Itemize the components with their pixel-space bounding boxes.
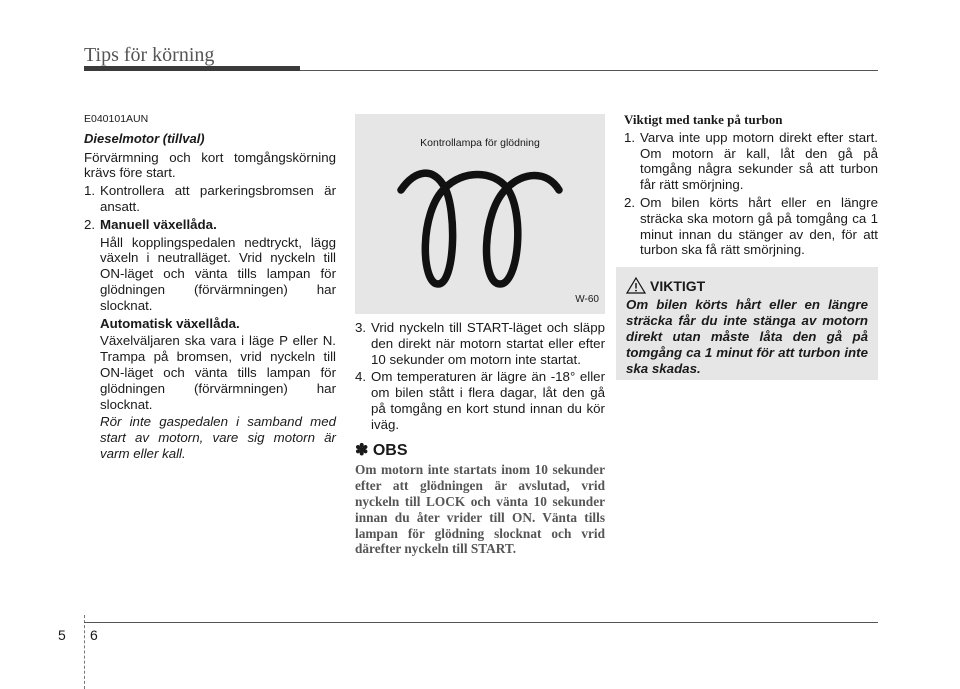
obs-star-icon: ✽: [355, 441, 369, 459]
footer-dashed-rule: [84, 615, 85, 689]
step-1: [84, 183, 336, 215]
step-4-number: 4.: [355, 369, 367, 385]
figure-label: Kontrollampa för glödning: [420, 137, 540, 149]
step-4-text: Om temperaturen är lägre än -18° eller om bilen stått i flera dagar, låt den gå på tomgång en kort stund innan du kör iväg.: [371, 369, 605, 432]
figure-code: W-60: [575, 294, 599, 306]
warning-title: VIKTIGT: [650, 277, 706, 294]
section-subtitle: Dieselmotor (tillval): [84, 130, 205, 146]
step-1-text: Kontrollera att parkeringsbromsen är ansatt.: [100, 183, 336, 214]
footer-rule: [84, 622, 878, 623]
obs-text: Om motorn inte startats inom 10 sekunder efter att glödningen är avslutad, vrid nyckeln till LOCK och vänta 10 sekunder innan du åter vrider till ON. Vänta tills lampan för glödning slocknat och vrid därefter nyckeln till START.: [355, 462, 605, 557]
warning-text: Om bilen körts hårt eller en längre sträcka får du inte stänga av motorn direkt utan måste låta den gå på tomgång ca 1 minut för att turbon inte ska skadas.: [626, 297, 868, 376]
turbo-item-2-number: 2.: [624, 194, 636, 210]
step-1-number: 1.: [84, 183, 96, 199]
manual-text: Håll kopplingspedalen nedtryckt, lägg växeln i neutralläget. Vrid nyckeln till ON-läget och vänta tills lampan för glödningen (förvärmningen) har slocknat.: [100, 234, 336, 313]
section-code: E040101AUN: [84, 113, 149, 125]
page-section-number: 5: [58, 627, 66, 643]
pedal-note: Rör inte gaspedalen i samband med start av motorn, vare sig motorn är varm eller kall.: [100, 414, 336, 461]
step-4: [355, 369, 605, 432]
turbo-heading: Viktigt med tanke på turbon: [624, 112, 783, 127]
column-turbo: [624, 112, 878, 260]
turbo-item-2-text: Om bilen körts hårt eller en längre sträcka ska motorn gå på tomgång ca 1 minut innan du stänger av den, för att turbon ska få rätt smörjning.: [640, 194, 878, 258]
step-2: [84, 217, 336, 233]
header-rule-thick: [84, 66, 300, 71]
warning-box: [616, 267, 878, 380]
warning-header: [626, 277, 868, 294]
turbo-item-1: [624, 130, 878, 193]
column-figure-steps: [355, 112, 605, 557]
column-diesel-start: [84, 112, 336, 464]
obs-heading: [355, 443, 605, 459]
header-rule-thin: [300, 70, 878, 71]
glow-plug-icon: [393, 162, 567, 292]
manual-heading: Manuell växellåda.: [100, 216, 217, 232]
step-3: [355, 320, 605, 367]
intro-paragraph: Förvärmning och kort tomgångskörning krävs före start.: [84, 149, 336, 181]
page-number: 6: [90, 627, 98, 643]
obs-title: OBS: [372, 441, 408, 459]
auto-heading: Automatisk växellåda.: [100, 315, 240, 331]
page-header-title: Tips för körning: [84, 44, 215, 66]
turbo-item-1-text: Varva inte upp motorn direkt efter start. Om motorn är kall, låt den gå på tomgång några sekunder så att turbon får rätt smörjning.: [640, 129, 878, 193]
step-3-number: 3.: [355, 320, 367, 335]
step-2-number: 2.: [84, 216, 96, 232]
turbo-item-1-number: 1.: [624, 129, 636, 145]
auto-text: Växelväljaren ska vara i läge P eller N. Trampa på bromsen, vrid nyckeln till ON-läget och vänta tills lampan för glödningen (förvärmningen) har slocknat.: [100, 333, 336, 412]
glow-indicator-figure: [355, 114, 605, 314]
turbo-item-2: [624, 195, 878, 258]
warning-triangle-icon: [626, 277, 646, 294]
step-3-text: Vrid nyckeln till START-läget och släpp den direkt när motorn startat eller efter 10 sekunder om motorn inte startat.: [371, 320, 605, 367]
